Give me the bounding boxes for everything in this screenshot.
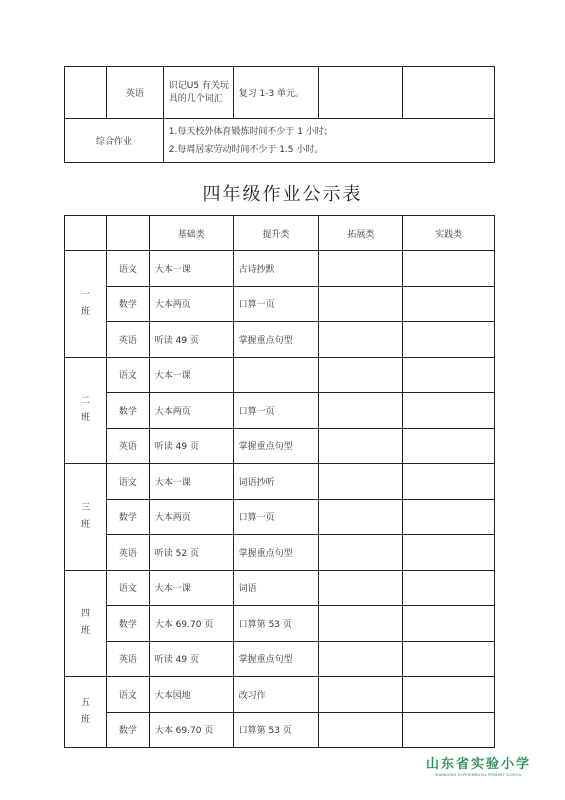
subject-cell: 英语: [106, 641, 149, 677]
comprehensive-row: [65, 119, 495, 163]
english-row: [65, 67, 495, 119]
extend-cell: [319, 286, 403, 322]
header-row: [65, 216, 495, 251]
extend-cell: [319, 677, 403, 713]
header-basic: 基础类: [149, 216, 233, 251]
improve-cell: 词语抄听: [233, 464, 319, 500]
basic-cell: 大本园地: [149, 677, 233, 713]
page-title: 四年级作业公示表: [202, 184, 363, 205]
subject-cell: 数学: [106, 393, 149, 429]
comprehensive-content: [163, 119, 494, 163]
improve-cell: 改习作: [233, 677, 319, 713]
basic-cell: 大本 69.70 页: [149, 712, 233, 748]
grade4-homework-table: [64, 215, 495, 748]
practice-cell: [403, 322, 495, 358]
header-empty-cell: [106, 216, 149, 251]
subject-cell: 语文: [106, 570, 149, 606]
improve-cell: 复习 1-3 单元。: [233, 67, 319, 119]
practice-cell: [403, 677, 495, 713]
basic-cell: 听读 49 页: [149, 428, 233, 464]
table-row: [65, 712, 495, 748]
header-empty-cell: [65, 216, 107, 251]
extend-cell: [319, 464, 403, 500]
practice-cell: [403, 428, 495, 464]
header-practice: 实践类: [403, 216, 495, 251]
practice-cell: [403, 464, 495, 500]
basic-cell: 听读 49 页: [149, 641, 233, 677]
table-row: [65, 570, 495, 606]
subject-cell: 英语: [106, 428, 149, 464]
table-row: [65, 428, 495, 464]
subject-cell: 语文: [106, 677, 149, 713]
subject-cell: 数学: [106, 286, 149, 322]
school-logo: [426, 753, 531, 777]
subject-cell: 语文: [106, 251, 149, 287]
class-name-cell: 二 班: [65, 357, 107, 464]
improve-cell: [233, 357, 319, 393]
extend-cell: [319, 428, 403, 464]
header-extend: 拓展类: [319, 216, 403, 251]
subject-cell: 数学: [106, 606, 149, 642]
basic-cell: 大本一课: [149, 357, 233, 393]
table-row: [65, 464, 495, 500]
subject-cell: 数学: [106, 712, 149, 748]
extend-cell: [319, 67, 403, 119]
practice-cell: [403, 286, 495, 322]
top-homework-table: [64, 66, 495, 163]
subject-cell: 英语: [106, 67, 163, 119]
improve-cell: 掌握重点句型: [233, 535, 319, 571]
extend-cell: [319, 535, 403, 571]
improve-cell: 口算一页: [233, 393, 319, 429]
table-row: [65, 393, 495, 429]
subject-cell: 语文: [106, 464, 149, 500]
class-name-cell: 三 班: [65, 464, 107, 571]
table-row: [65, 535, 495, 571]
basic-cell: 大本两页: [149, 393, 233, 429]
header-improve: 提升类: [233, 216, 319, 251]
practice-cell: [403, 606, 495, 642]
improve-cell: 词语: [233, 570, 319, 606]
improve-cell: 口算一页: [233, 499, 319, 535]
basic-cell: 大本 69.70 页: [149, 606, 233, 642]
extend-cell: [319, 322, 403, 358]
subject-cell: 数学: [106, 499, 149, 535]
extend-cell: [319, 357, 403, 393]
basic-cell: 听读 52 页: [149, 535, 233, 571]
table-row: [65, 357, 495, 393]
improve-cell: 口算一页: [233, 286, 319, 322]
practice-cell: [403, 357, 495, 393]
school-logo-subtext: SHANDONG EXPERIMENTAL PRIMARY SCHOOL: [434, 773, 523, 777]
basic-cell: 听读 49 页: [149, 322, 233, 358]
comprehensive-line-2: 2.每周居家劳动时间不少于 1.5 小时。: [168, 144, 324, 155]
extend-cell: [319, 499, 403, 535]
basic-cell: 大本一课: [149, 251, 233, 287]
extend-cell: [319, 712, 403, 748]
empty-cell: [65, 67, 107, 119]
practice-cell: [403, 535, 495, 571]
table-row: [65, 286, 495, 322]
improve-cell: 掌握重点句型: [233, 641, 319, 677]
practice-cell: [403, 712, 495, 748]
table-row: [65, 677, 495, 713]
subject-cell: 语文: [106, 357, 149, 393]
improve-cell: 掌握重点句型: [233, 428, 319, 464]
basic-cell: 大本一课: [149, 464, 233, 500]
improve-cell: 口算第 53 页: [233, 712, 319, 748]
comprehensive-line-1: 1.每天校外体育锻炼时间不少于 1 小时；: [168, 126, 333, 137]
extend-cell: [319, 251, 403, 287]
table-row: [65, 322, 495, 358]
table-row: [65, 251, 495, 287]
improve-cell: 掌握重点句型: [233, 322, 319, 358]
class-name-cell: 五 班: [65, 677, 107, 748]
class-name-cell: 一 班: [65, 251, 107, 358]
practice-cell: [403, 393, 495, 429]
practice-cell: [403, 67, 495, 119]
basic-cell: 识记U5 有关玩具的几个词汇: [163, 67, 233, 119]
subject-cell: 英语: [106, 535, 149, 571]
extend-cell: [319, 393, 403, 429]
extend-cell: [319, 606, 403, 642]
table-row: [65, 641, 495, 677]
school-logo-text: 山东省实验小学: [425, 757, 531, 772]
practice-cell: [403, 570, 495, 606]
basic-cell: 大本两页: [149, 499, 233, 535]
basic-cell: 大本两页: [149, 286, 233, 322]
comprehensive-label: 综合作业: [65, 119, 164, 163]
practice-cell: [403, 251, 495, 287]
improve-cell: 口算第 53 页: [233, 606, 319, 642]
basic-cell: 大本一课: [149, 570, 233, 606]
practice-cell: [403, 641, 495, 677]
subject-cell: 英语: [106, 322, 149, 358]
table-row: [65, 606, 495, 642]
table-row: [65, 499, 495, 535]
practice-cell: [403, 499, 495, 535]
extend-cell: [319, 641, 403, 677]
improve-cell: 古诗抄默: [233, 251, 319, 287]
class-name-cell: 四 班: [65, 570, 107, 677]
extend-cell: [319, 570, 403, 606]
